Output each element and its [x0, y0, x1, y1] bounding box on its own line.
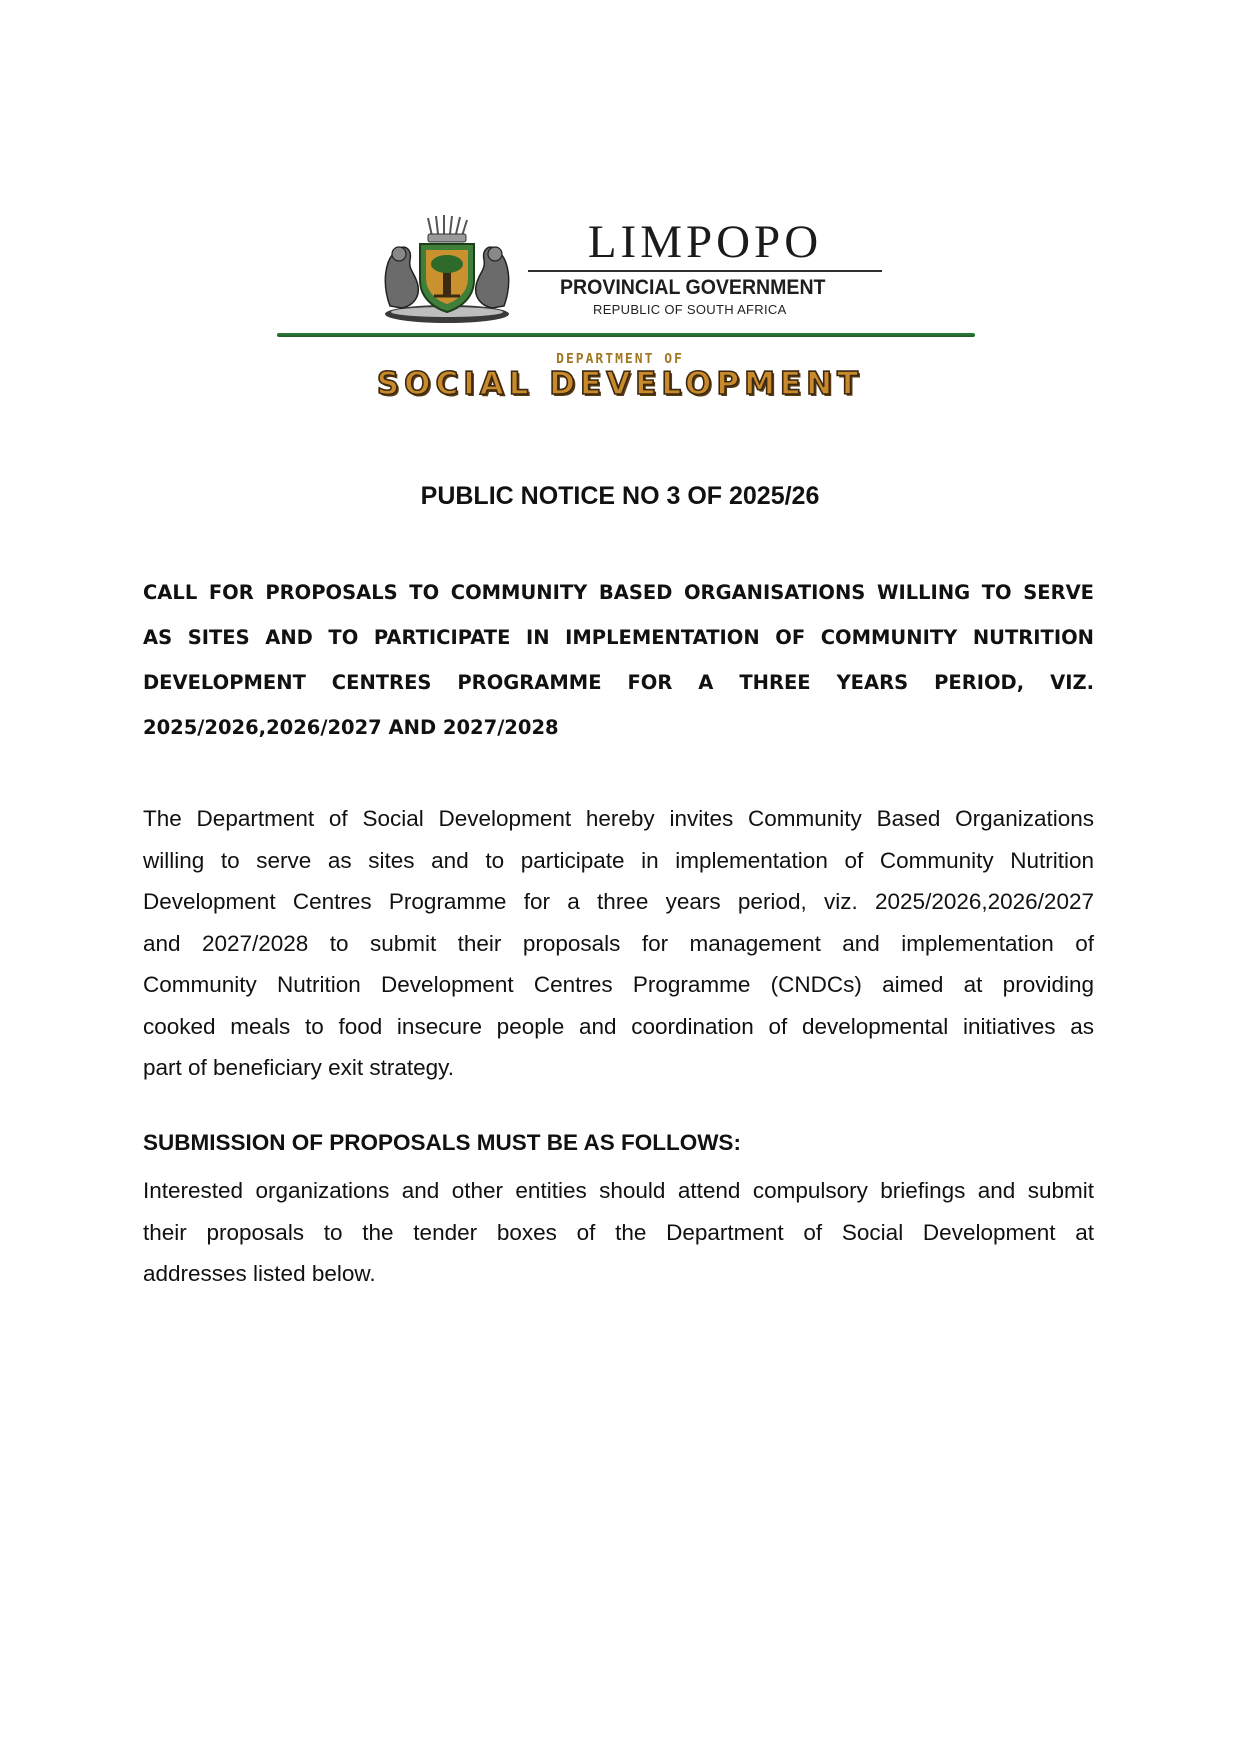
- paragraph-line: part of beneficiary exit strategy.: [143, 1055, 454, 1080]
- submission-paragraph: [143, 1170, 1094, 1295]
- paragraph-line: and 2027/2028 to submit their proposals for management and implementation of: [143, 930, 1094, 956]
- call-line: CALL FOR PROPOSALS TO COMMUNITY BASED ORGANISATIONS WILLING TO SERVE: [143, 581, 1094, 604]
- call-line: AS SITES AND TO PARTICIPATE IN IMPLEMENTATION OF COMMUNITY NUTRITION: [143, 626, 1094, 649]
- paragraph-line: cooked meals to food insecure people and coordination of developmental initiatives as: [143, 1013, 1094, 1039]
- header-divider-green: [277, 333, 975, 337]
- coat-of-arms-icon: [372, 214, 522, 326]
- paragraph-line: Community Nutrition Development Centres Programme (CNDCs) aimed at providing: [143, 972, 1094, 997]
- notice-title: PUBLIC NOTICE NO 3 OF 2025/26: [420, 482, 820, 510]
- department-prefix: DEPARTMENT OF: [556, 352, 684, 367]
- paragraph-line: addresses listed below.: [143, 1261, 376, 1286]
- letterhead: [0, 0, 1240, 420]
- header-divider-thin: [528, 270, 882, 272]
- paragraph-line: Development Centres Programme for a three years period, viz. 2025/2026,2026/2027: [143, 889, 1094, 914]
- republic-label: REPUBLIC OF SOUTH AFRICA: [593, 302, 787, 317]
- provincial-government-label: PROVINCIAL GOVERNMENT: [560, 276, 826, 299]
- paragraph-line: their proposals to the tender boxes of the Department of Social Development at: [143, 1219, 1094, 1245]
- paragraph-line: The Department of Social Development hereby invites Community Based Organizations: [143, 806, 1094, 831]
- call-line: 2025/2026,2026/2027 AND 2027/2028: [143, 716, 559, 739]
- paragraph-line: willing to serve as sites and to participate in implementation of Community Nutrition: [143, 847, 1094, 873]
- call-for-proposals-heading: [143, 570, 1094, 750]
- invitation-paragraph: [143, 798, 1094, 1089]
- province-title: LIMPOPO: [587, 216, 823, 268]
- submission-heading: SUBMISSION OF PROPOSALS MUST BE AS FOLLOWS:: [143, 1130, 741, 1155]
- call-line: DEVELOPMENT CENTRES PROGRAMME FOR A THREE YEARS PERIOD, VIZ.: [143, 671, 1094, 694]
- paragraph-line: Interested organizations and other entities should attend compulsory briefings and submit: [143, 1178, 1094, 1203]
- department-name: SOCIAL DEVELOPMENT: [376, 366, 864, 402]
